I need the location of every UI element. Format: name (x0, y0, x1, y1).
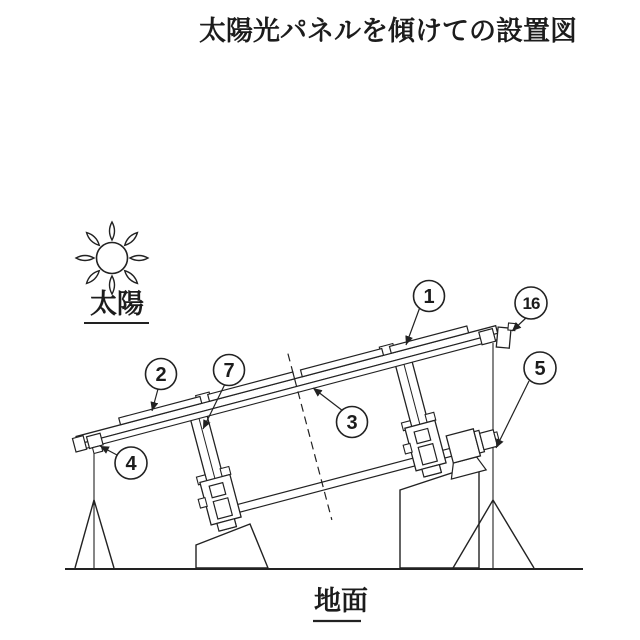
page-title: 太陽光パネルを傾けての設置図 (199, 16, 577, 46)
sensor-bracket (496, 322, 515, 348)
sun-icon (76, 222, 148, 294)
callout-4-label: 4 (125, 453, 137, 475)
callout-2-label: 2 (155, 364, 167, 386)
callout-7-label: 7 (223, 360, 235, 382)
leader-line-5 (496, 381, 529, 448)
end-clamp-right (479, 329, 496, 345)
callout-7 (214, 355, 245, 386)
foundation-right (400, 464, 479, 568)
sun-label: 太陽 (90, 289, 144, 319)
callout-3-label: 3 (346, 412, 358, 434)
callout-1-label: 1 (423, 286, 435, 308)
callout-3 (337, 407, 368, 438)
callout-4 (115, 447, 147, 479)
leader-line-3 (313, 388, 343, 411)
callout-1 (414, 281, 445, 312)
ground-label: 地面 (314, 586, 368, 616)
foundation-left (196, 524, 268, 568)
callout-16-label: 16 (522, 294, 540, 313)
drive-motor (440, 423, 505, 479)
callout-16 (515, 287, 547, 319)
callout-5-label: 5 (534, 358, 546, 380)
callout-5 (524, 352, 556, 384)
callout-2 (146, 359, 177, 390)
